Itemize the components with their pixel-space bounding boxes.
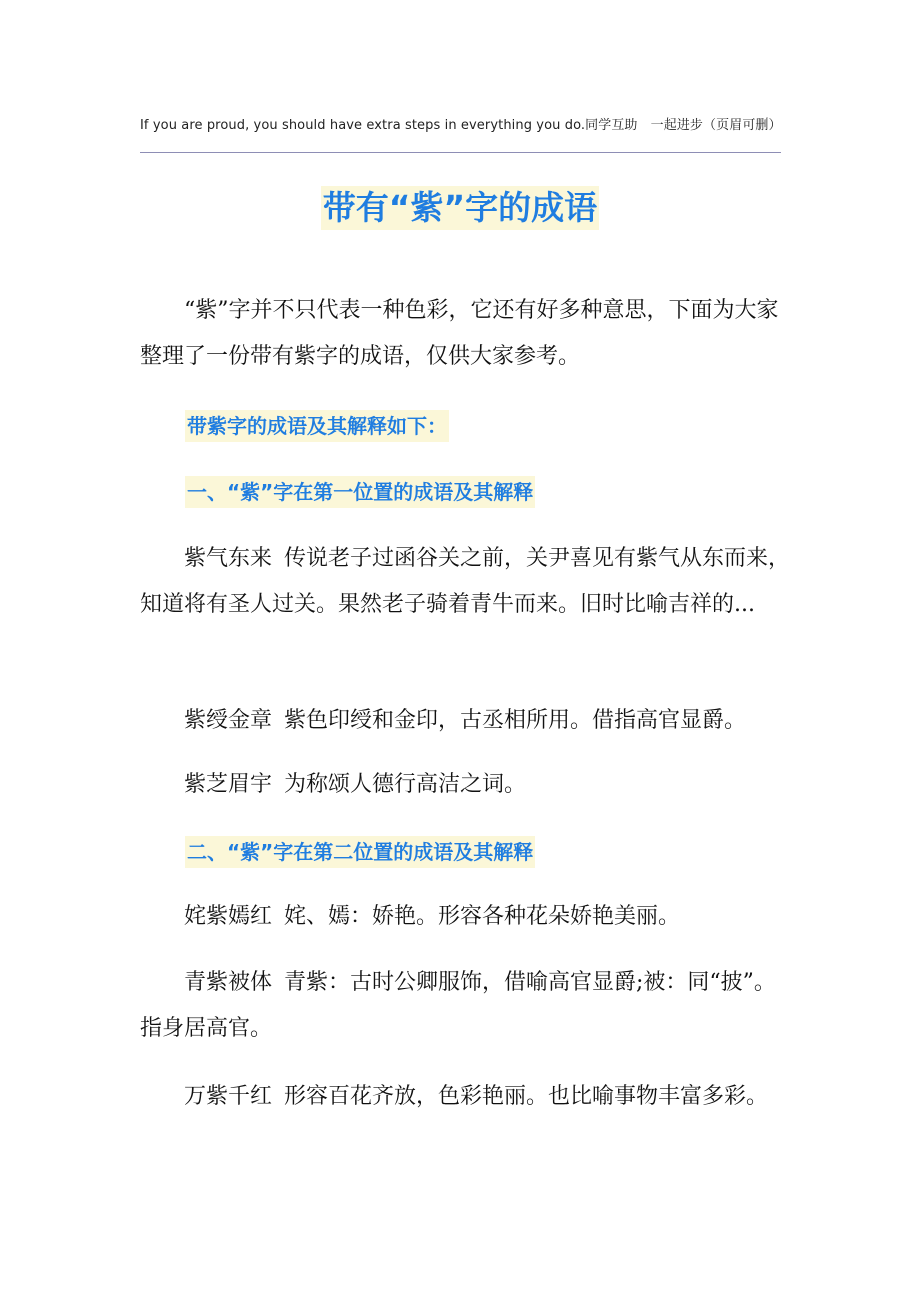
idiom-entry [140,762,792,808]
idiom-entry [140,536,792,628]
idiom-term: 青紫被体 [184,970,273,995]
idiom-entry [140,1074,792,1120]
idiom-meaning: 青紫：古时公卿服饰，借喻高官显爵;被：同“披”。指身居高官。 [140,970,776,1041]
idiom-entry [140,698,792,744]
section-intro-heading: 带紫字的成语及其解释如下： [185,410,449,442]
idiom-meaning: 紫色印绶和金印，古丞相所用。借指高官显爵。 [284,708,747,733]
idiom-entry [140,960,792,1052]
section-heading-2: 二、“紫”字在第二位置的成语及其解释 [185,836,535,868]
title-container [0,186,920,230]
intro-text: “紫”字并不只代表一种色彩，它还有好多种意思，下面为大家整理了一份带有紫字的成语，仅供大家参考。 [140,298,779,369]
idiom-term: 紫绶金章 [184,708,273,733]
idiom-term: 姹紫嫣红 [184,904,273,929]
document-title: 带有“紫”字的成语 [321,186,599,230]
idiom-meaning: 为称颂人德行高洁之词。 [284,772,527,797]
intro-paragraph [140,288,792,380]
idiom-term: 紫芝眉宇 [184,772,273,797]
idiom-meaning: 形容百花齐放，色彩艳丽。也比喻事物丰富多彩。 [284,1084,769,1109]
idiom-meaning: 姹、嫣：娇艳。形容各种花朵娇艳美丽。 [284,904,681,929]
header-divider [140,152,781,153]
idiom-term: 万紫千红 [184,1084,273,1109]
page-header: If you are proud, you should have extra steps in everything you do.同学互助 一起进步（页眉可删） [140,118,782,133]
idiom-entry [140,894,792,940]
idiom-meaning: 传说老子过函谷关之前，关尹喜见有紫气从东而来，知道将有圣人过关。果然老子骑着青牛而来。旧时比喻吉祥的... [140,546,791,617]
idiom-term: 紫气东来 [184,546,273,571]
section-heading-1: 一、“紫”字在第一位置的成语及其解释 [185,476,535,508]
